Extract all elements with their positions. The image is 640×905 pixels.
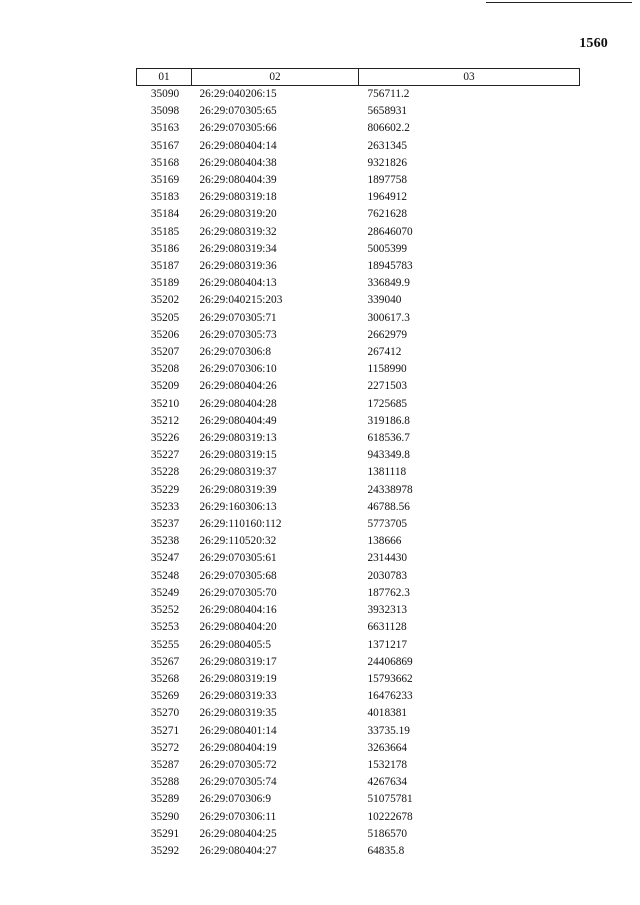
table-row bbox=[137, 413, 580, 430]
row-id: 35271 bbox=[150, 724, 180, 737]
table-row bbox=[137, 585, 580, 602]
row-id: 35233 bbox=[150, 500, 180, 513]
value: 336849.9 bbox=[367, 277, 410, 290]
cadastral-number: 26:29:080404:19 bbox=[199, 741, 277, 754]
row-id: 35186 bbox=[150, 242, 180, 255]
table-row bbox=[137, 275, 580, 292]
value: 9321826 bbox=[367, 156, 408, 169]
row-id: 35247 bbox=[150, 552, 180, 565]
cadastral-number: 26:29:080404:26 bbox=[199, 380, 277, 393]
table-row bbox=[137, 189, 580, 206]
row-id: 35098 bbox=[150, 105, 180, 118]
table-row bbox=[137, 740, 580, 757]
table-row bbox=[137, 86, 580, 104]
row-id: 35207 bbox=[150, 346, 180, 359]
value: 943349.8 bbox=[367, 449, 410, 462]
cadastral-number: 26:29:080404:27 bbox=[199, 844, 277, 857]
row-id: 35163 bbox=[150, 122, 180, 135]
cadastral-number: 26:29:110520:32 bbox=[199, 535, 277, 548]
cadastral-number: 26:29:080319:15 bbox=[199, 449, 277, 462]
table-row bbox=[137, 809, 580, 826]
row-id: 35169 bbox=[150, 174, 180, 187]
row-id: 35212 bbox=[150, 414, 180, 427]
table-row bbox=[137, 568, 580, 585]
value: 2662979 bbox=[367, 328, 408, 341]
row-id: 35290 bbox=[150, 810, 180, 823]
table-row bbox=[137, 258, 580, 275]
table-row bbox=[137, 550, 580, 567]
cadastral-number: 26:29:080319:39 bbox=[199, 483, 277, 496]
row-id: 35252 bbox=[150, 604, 180, 617]
table-row bbox=[137, 396, 580, 413]
value: 300617.3 bbox=[367, 311, 410, 324]
table-row bbox=[137, 757, 580, 774]
value: 806602.2 bbox=[367, 122, 410, 135]
column-header-01: 01 bbox=[137, 69, 192, 86]
cadastral-number: 26:29:080404:28 bbox=[199, 397, 277, 410]
row-id: 35202 bbox=[150, 294, 180, 307]
row-id: 35238 bbox=[150, 535, 180, 548]
value: 6631128 bbox=[367, 621, 407, 634]
table-header bbox=[137, 69, 580, 86]
value: 267412 bbox=[367, 346, 402, 359]
cadastral-number: 26:29:080319:13 bbox=[199, 432, 277, 445]
cadastral-number: 26:29:080404:49 bbox=[199, 414, 277, 427]
cadastral-number: 26:29:080319:19 bbox=[199, 672, 277, 685]
value: 618536.7 bbox=[367, 432, 410, 445]
value: 7621628 bbox=[367, 208, 408, 221]
table-row bbox=[137, 155, 580, 172]
row-id: 35189 bbox=[150, 277, 180, 290]
top-rule bbox=[486, 2, 632, 3]
row-id: 35289 bbox=[150, 793, 180, 806]
row-id: 35292 bbox=[150, 844, 180, 857]
cadastral-number: 26:29:070305:70 bbox=[199, 586, 277, 599]
cadastral-number: 26:29:160306:13 bbox=[199, 500, 277, 513]
row-id: 35288 bbox=[150, 776, 180, 789]
cadastral-number: 26:29:070306:9 bbox=[199, 793, 272, 806]
table-row bbox=[137, 447, 580, 464]
cadastral-number: 26:29:080405:5 bbox=[199, 638, 272, 651]
row-id: 35184 bbox=[150, 208, 180, 221]
row-id: 35253 bbox=[150, 621, 180, 634]
table-row bbox=[137, 361, 580, 378]
table-row bbox=[137, 138, 580, 155]
cadastral-number: 26:29:080319:17 bbox=[199, 655, 277, 668]
value: 4267634 bbox=[367, 776, 408, 789]
table-row bbox=[137, 533, 580, 550]
row-id: 35183 bbox=[150, 191, 180, 204]
row-id: 35255 bbox=[150, 638, 180, 651]
table-row bbox=[137, 774, 580, 791]
row-id: 35185 bbox=[150, 225, 180, 238]
table-row bbox=[137, 464, 580, 481]
row-id: 35210 bbox=[150, 397, 180, 410]
cadastral-number: 26:29:070305:68 bbox=[199, 569, 277, 582]
column-header-03: 03 bbox=[359, 69, 580, 86]
row-id: 35168 bbox=[150, 156, 180, 169]
cadastral-number: 26:29:070306:10 bbox=[199, 363, 277, 376]
table-row bbox=[137, 310, 580, 327]
cadastral-number: 26:29:080319:34 bbox=[199, 242, 277, 255]
table-row bbox=[137, 671, 580, 688]
table-row bbox=[137, 619, 580, 636]
cadastral-number: 26:29:080319:32 bbox=[199, 225, 277, 238]
row-id: 35227 bbox=[150, 449, 180, 462]
value: 46788.56 bbox=[367, 500, 410, 513]
cadastral-number: 26:29:080404:13 bbox=[199, 277, 277, 290]
table-row bbox=[137, 516, 580, 533]
cadastral-number: 26:29:070305:61 bbox=[199, 552, 277, 565]
value: 24406869 bbox=[367, 655, 413, 668]
value: 1381118 bbox=[367, 466, 407, 479]
table-row bbox=[137, 430, 580, 447]
table-row bbox=[137, 120, 580, 137]
value: 4018381 bbox=[367, 707, 408, 720]
row-id: 35229 bbox=[150, 483, 180, 496]
cadastral-number: 26:29:080404:25 bbox=[199, 827, 277, 840]
table-row bbox=[137, 172, 580, 189]
table-row bbox=[137, 654, 580, 671]
cadastral-number: 26:29:080319:37 bbox=[199, 466, 277, 479]
value: 1964912 bbox=[367, 191, 408, 204]
cadastral-number: 26:29:080404:16 bbox=[199, 604, 277, 617]
value: 2271503 bbox=[367, 380, 408, 393]
data-table bbox=[136, 68, 580, 860]
row-id: 35237 bbox=[150, 518, 180, 531]
table-row bbox=[137, 327, 580, 344]
row-id: 35226 bbox=[150, 432, 180, 445]
table-row bbox=[137, 705, 580, 722]
cadastral-number: 26:29:070305:66 bbox=[199, 122, 277, 135]
cadastral-number: 26:29:110160:112 bbox=[199, 518, 282, 531]
cadastral-number: 26:29:080404:20 bbox=[199, 621, 277, 634]
table-row bbox=[137, 344, 580, 361]
value: 16476233 bbox=[367, 690, 413, 703]
value: 2030783 bbox=[367, 569, 408, 582]
table-row bbox=[137, 602, 580, 619]
value: 3263664 bbox=[367, 741, 408, 754]
table-row bbox=[137, 378, 580, 395]
value: 18945783 bbox=[367, 260, 413, 273]
row-id: 35187 bbox=[150, 260, 180, 273]
table-row bbox=[137, 637, 580, 654]
value: 1725685 bbox=[367, 397, 408, 410]
value: 5773705 bbox=[367, 518, 408, 531]
value: 5005399 bbox=[367, 242, 408, 255]
value: 1897758 bbox=[367, 174, 408, 187]
value: 15793662 bbox=[367, 672, 413, 685]
value: 339040 bbox=[367, 294, 402, 307]
table-body bbox=[137, 86, 580, 861]
cadastral-number: 26:29:070305:65 bbox=[199, 105, 277, 118]
value: 138666 bbox=[367, 535, 402, 548]
value: 24338978 bbox=[367, 483, 413, 496]
row-id: 35206 bbox=[150, 328, 180, 341]
cadastral-number: 26:29:080319:35 bbox=[199, 707, 277, 720]
cadastral-number: 26:29:040206:15 bbox=[199, 88, 277, 100]
table-row bbox=[137, 292, 580, 309]
cadastral-number: 26:29:070305:72 bbox=[199, 758, 277, 771]
table-row bbox=[137, 206, 580, 223]
cadastral-number: 26:29:080404:14 bbox=[199, 139, 277, 152]
column-header-02: 02 bbox=[192, 69, 359, 86]
table-row bbox=[137, 843, 580, 860]
table-row bbox=[137, 103, 580, 120]
value: 51075781 bbox=[367, 793, 413, 806]
value: 28646070 bbox=[367, 225, 413, 238]
value: 2631345 bbox=[367, 139, 408, 152]
row-id: 35268 bbox=[150, 672, 180, 685]
row-id: 35205 bbox=[150, 311, 180, 324]
row-id: 35272 bbox=[150, 741, 180, 754]
row-id: 35208 bbox=[150, 363, 180, 376]
value: 1371217 bbox=[367, 638, 408, 651]
value: 1158990 bbox=[367, 363, 407, 376]
table-row bbox=[137, 241, 580, 258]
table-row bbox=[137, 224, 580, 241]
row-id: 35228 bbox=[150, 466, 180, 479]
value: 10222678 bbox=[367, 810, 413, 823]
cadastral-number: 26:29:070305:74 bbox=[199, 776, 277, 789]
cadastral-number: 26:29:080319:20 bbox=[199, 208, 277, 221]
cadastral-number: 26:29:070305:71 bbox=[199, 311, 277, 324]
row-id: 35249 bbox=[150, 586, 180, 599]
row-id: 35269 bbox=[150, 690, 180, 703]
row-id: 35209 bbox=[150, 380, 180, 393]
table-row bbox=[137, 723, 580, 740]
cadastral-number: 26:29:070306:11 bbox=[199, 810, 277, 823]
row-id: 35090 bbox=[150, 88, 180, 100]
value: 3932313 bbox=[367, 604, 408, 617]
value: 1532178 bbox=[367, 758, 408, 771]
row-id: 35167 bbox=[150, 139, 180, 152]
row-id: 35291 bbox=[150, 827, 180, 840]
value: 319186.8 bbox=[367, 414, 410, 427]
row-id: 35270 bbox=[150, 707, 180, 720]
table-row bbox=[137, 499, 580, 516]
value: 33735.19 bbox=[367, 724, 410, 737]
cadastral-number: 26:29:080401:14 bbox=[199, 724, 277, 737]
cadastral-number: 26:29:070306:8 bbox=[199, 346, 272, 359]
row-id: 35287 bbox=[150, 758, 180, 771]
row-id: 35248 bbox=[150, 569, 180, 582]
cadastral-number: 26:29:080404:39 bbox=[199, 174, 277, 187]
value: 5658931 bbox=[367, 105, 408, 118]
table-row bbox=[137, 688, 580, 705]
row-id: 35267 bbox=[150, 655, 180, 668]
cadastral-number: 26:29:080319:33 bbox=[199, 690, 277, 703]
cadastral-number: 26:29:040215:203 bbox=[199, 294, 283, 307]
cadastral-number: 26:29:070305:73 bbox=[199, 328, 277, 341]
page-number: 1560 bbox=[579, 36, 608, 51]
value: 187762.3 bbox=[367, 586, 410, 599]
value: 64835.8 bbox=[367, 844, 405, 857]
table-row bbox=[137, 826, 580, 843]
table-row bbox=[137, 482, 580, 499]
value: 756711.2 bbox=[367, 88, 410, 100]
cadastral-number: 26:29:080319:18 bbox=[199, 191, 277, 204]
table-row bbox=[137, 791, 580, 808]
cadastral-number: 26:29:080404:38 bbox=[199, 156, 277, 169]
value: 2314430 bbox=[367, 552, 408, 565]
value: 5186570 bbox=[367, 827, 408, 840]
cadastral-number: 26:29:080319:36 bbox=[199, 260, 277, 273]
